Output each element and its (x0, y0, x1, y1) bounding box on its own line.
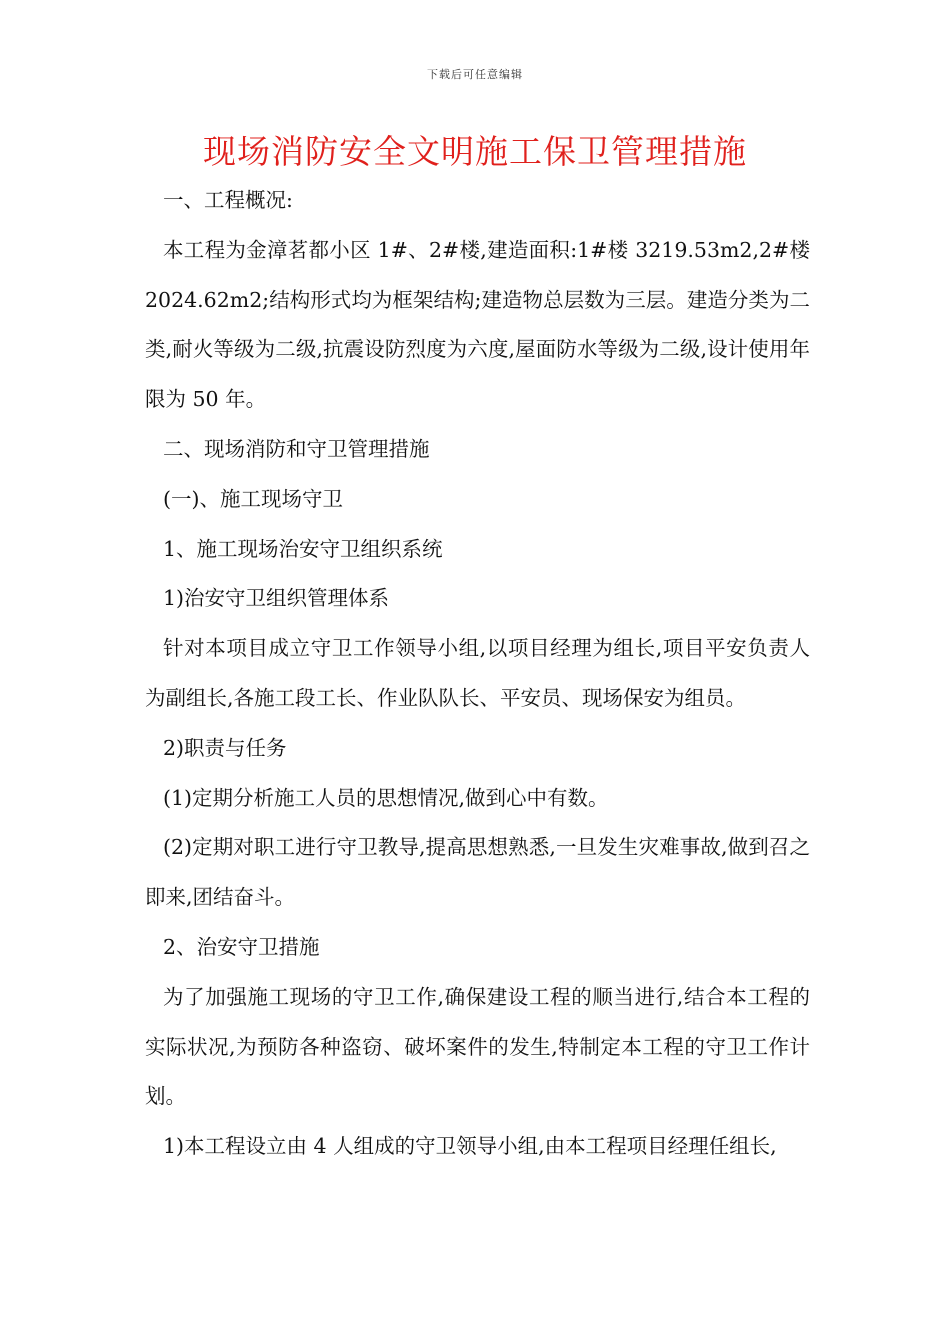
list-item-duty-1: (1)定期分析施工人员的思想情况,做到心中有数。 (163, 785, 609, 810)
paragraph-security-plan: 为了加强施工现场的守卫工作,确保建设工程的顺当进行,结合本工程的实际状况,为预防各种盗窃、破坏案件的发生,特制定本工程的守卫工作计划。 (145, 984, 810, 1109)
section-heading-overview: 一、工程概况: (163, 188, 293, 212)
section-heading-fire-security: 二、现场消防和守卫管理措施 (163, 436, 430, 461)
paragraph-overview: 本工程为金漳茗都小区 1#、2#楼,建造面积:1#楼 3219.53m2,2#楼 2024.62m2;结构形式均为框架结构;建造物总层数为三层。建造分类为二类,耐火等级为二级,抗震设防烈度为六度,屋面防水等级为二级,设计使用年限为 50 年。 (145, 237, 810, 412)
document-body (145, 176, 810, 1172)
list-item-duty-2: (2)定期对职工进行守卫教导,提高思想熟悉,一旦发生灾难事故,做到召之即来,团结奋斗。 (145, 835, 810, 910)
item-heading-management-system: 1)治安守卫组织管理体系 (163, 586, 390, 611)
document-title: 现场消防安全文明施工保卫管理措施 (203, 132, 747, 171)
subsection-heading-site-security: (一)、施工现场守卫 (163, 486, 343, 511)
header-note: 下载后可任意编辑 (427, 68, 523, 81)
item-heading-security-measures: 2、治安守卫措施 (163, 934, 320, 959)
paragraph-leadership-group: 针对本项目成立守卫工作领导小组,以项目经理为组长,项目平安负责人为副组长,各施工段工长、作业队队长、平安员、现场保安为组员。 (145, 636, 810, 710)
list-item-measure-1: 1)本工程设立由 4 人组成的守卫领导小组,由本工程项目经理任组长, (163, 1134, 777, 1159)
item-heading-duties: 2)职责与任务 (163, 735, 287, 760)
item-heading-security-organization: 1、施工现场治安守卫组织系统 (163, 536, 443, 561)
